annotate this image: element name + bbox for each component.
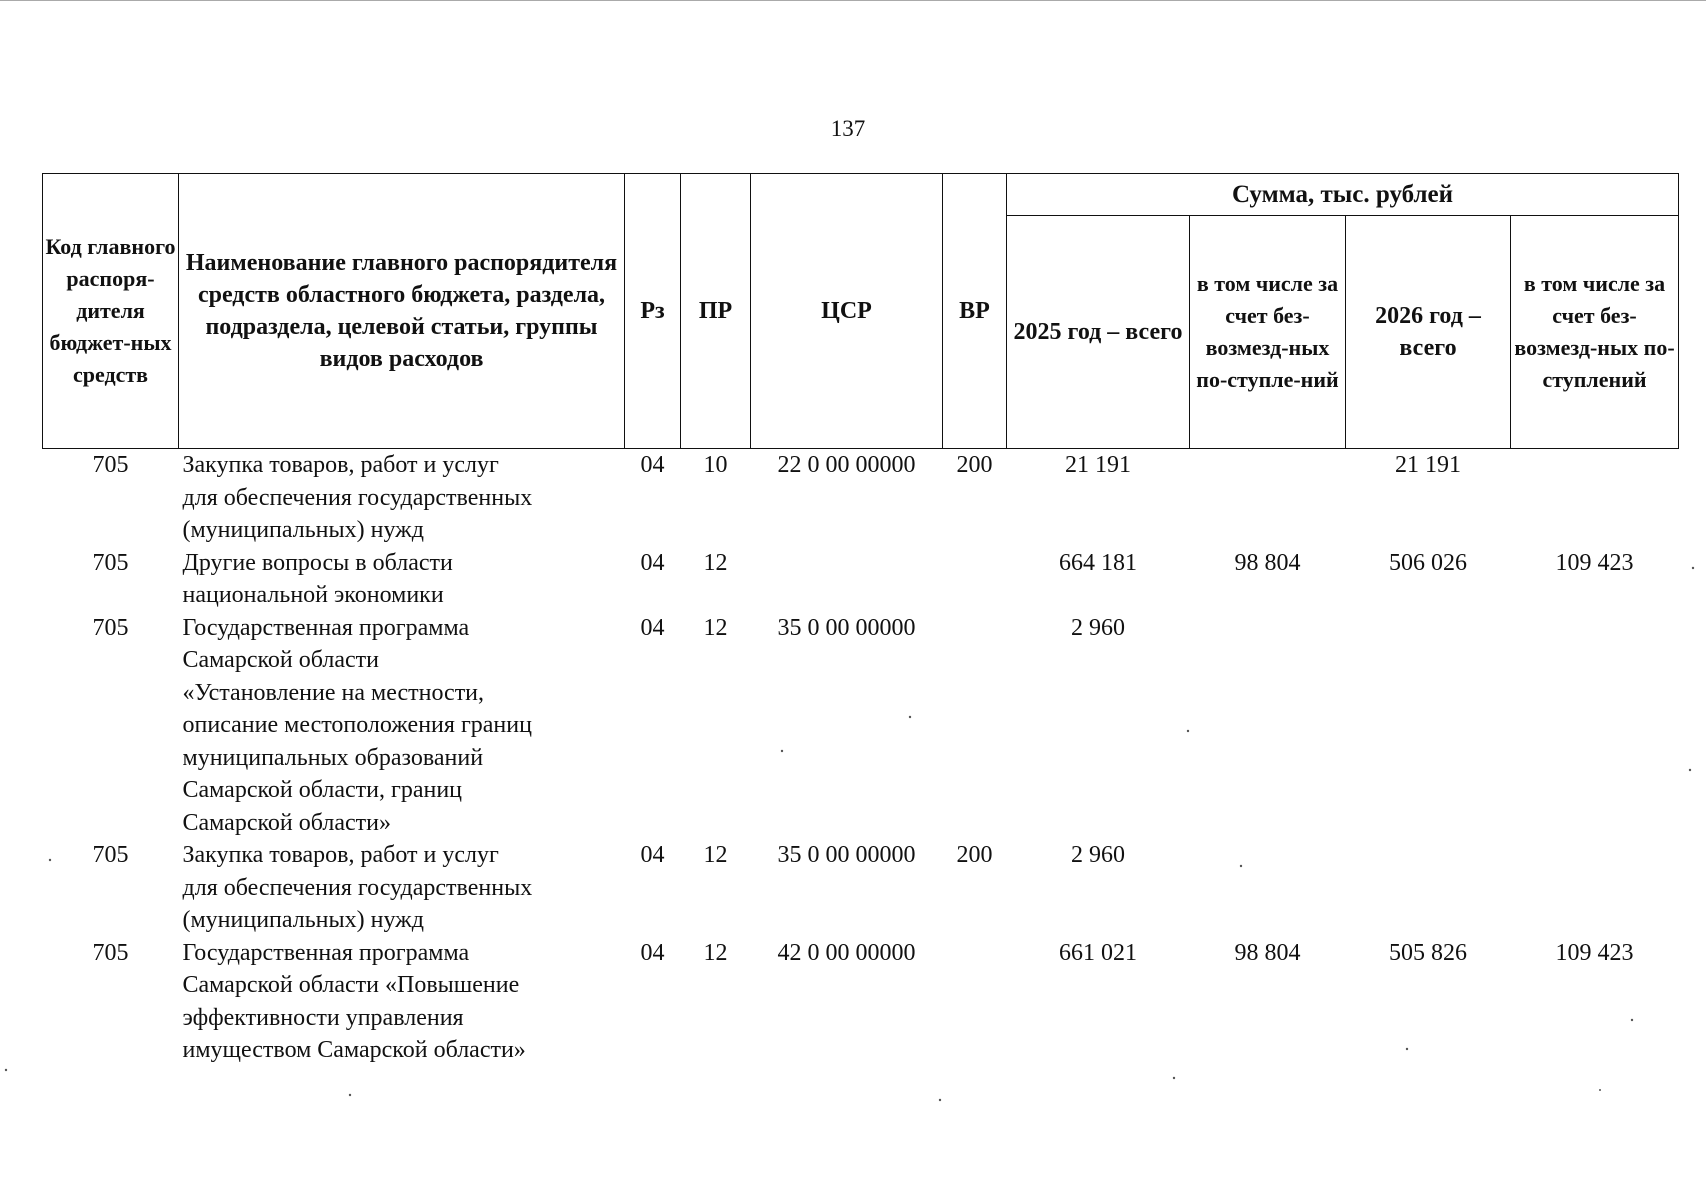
name-line: эффективности управления xyxy=(182,1004,464,1031)
name-line: национальной экономики xyxy=(182,582,444,608)
cell-2026-total xyxy=(1346,839,1511,937)
cell-csr: 35 0 00 00000 xyxy=(777,842,916,868)
header-name: Наименование главного распорядителя средств областного бюджета, раздела, подраздела, целевой статьи, группы видов расходов xyxy=(179,174,625,449)
budget-table xyxy=(42,173,1679,1067)
name-line: Самарской области «Повышение xyxy=(182,972,520,998)
cell-pr: 12 xyxy=(703,842,728,868)
table-row xyxy=(43,937,1679,1067)
cell-rz: 04 xyxy=(640,549,665,576)
name-line: Закупка товаров, работ и услуг xyxy=(182,452,499,478)
cell-2026-grant: 109 423 xyxy=(1555,939,1634,966)
name-line: описание местоположения границ xyxy=(182,712,532,738)
name-line: имуществом Самарской области» xyxy=(182,1037,526,1063)
header-vr: ВР xyxy=(943,174,1007,449)
name-line: Самарской области, границ xyxy=(182,777,463,803)
header-sum-group: Сумма, тыс. рублей xyxy=(1007,174,1679,216)
cell-pr: 10 xyxy=(703,452,728,478)
cell-code: 705 xyxy=(92,842,129,868)
cell-name xyxy=(179,547,625,612)
table-row xyxy=(43,547,1679,612)
cell-code: 705 xyxy=(92,549,129,576)
header-pr: ПР xyxy=(681,174,751,449)
cell-2026-total xyxy=(1346,612,1511,840)
cell-2026-grant xyxy=(1511,612,1679,840)
cell-2025-total: 21 191 xyxy=(1065,452,1131,478)
cell-csr: 42 0 00 00000 xyxy=(777,939,916,966)
name-line: Самарской области» xyxy=(182,809,391,836)
header-2026-total: 2026 год – всего xyxy=(1346,216,1511,449)
cell-2026-total: 21 191 xyxy=(1395,452,1461,478)
cell-pr: 12 xyxy=(703,614,728,641)
cell-2025-total: 2 960 xyxy=(1071,842,1125,868)
header-code: Код главного распоря-дителя бюджет-ных средств xyxy=(43,174,179,449)
cell-code: 705 xyxy=(92,614,129,641)
name-line: «Установление на местности, xyxy=(182,679,485,706)
cell-2025-total: 2 960 xyxy=(1071,614,1125,641)
cell-2025-grant: 98 804 xyxy=(1234,939,1301,966)
name-line: Закупка товаров, работ и услуг xyxy=(182,842,499,868)
cell-name xyxy=(179,937,625,1067)
cell-2025-grant xyxy=(1190,449,1346,547)
cell-2025-total: 661 021 xyxy=(1059,939,1137,966)
table-header xyxy=(43,174,1679,449)
cell-vr: 200 xyxy=(956,842,993,868)
name-line: (муниципальных) нужд xyxy=(182,907,424,933)
cell-2025-grant xyxy=(1190,839,1346,937)
name-line: Государственная программа xyxy=(182,614,470,641)
header-rz: Рз xyxy=(625,174,681,449)
name-line: Государственная программа xyxy=(182,939,470,966)
name-line: Другие вопросы в области xyxy=(182,549,453,576)
header-2026-grant: в том числе за счет без-возмезд-ных по-ступлений xyxy=(1511,216,1679,449)
cell-2025-grant: 98 804 xyxy=(1234,549,1301,576)
table-row xyxy=(43,449,1679,547)
cell-2026-total: 505 826 xyxy=(1389,939,1467,966)
cell-2026-grant xyxy=(1511,449,1679,547)
header-2025-grant: в том числе за счет без-возмезд-ных по-ступле-ний xyxy=(1190,216,1346,449)
cell-2025-grant xyxy=(1190,612,1346,840)
cell-pr: 12 xyxy=(703,939,728,966)
table-row xyxy=(43,839,1679,937)
cell-2026-grant xyxy=(1511,839,1679,937)
cell-csr xyxy=(751,547,943,612)
cell-code: 705 xyxy=(92,939,129,966)
scan-top-border xyxy=(0,0,1706,1)
name-line: муниципальных образований xyxy=(182,744,484,771)
page-number: 137 xyxy=(830,116,866,141)
table-body xyxy=(43,449,1679,1067)
name-line: (муниципальных) нужд xyxy=(182,517,424,543)
cell-pr: 12 xyxy=(703,549,728,576)
cell-vr xyxy=(943,937,1007,1067)
cell-rz: 04 xyxy=(640,939,665,966)
cell-rz: 04 xyxy=(640,614,665,641)
cell-rz: 04 xyxy=(640,842,665,868)
cell-vr xyxy=(943,547,1007,612)
cell-name xyxy=(179,612,625,840)
name-line: Самарской области xyxy=(182,647,379,673)
name-line: для обеспечения государственных xyxy=(182,874,533,901)
header-csr: ЦСР xyxy=(751,174,943,449)
header-2025-total: 2025 год – всего xyxy=(1007,216,1190,449)
cell-2026-grant: 109 423 xyxy=(1555,549,1634,576)
cell-2025-total: 664 181 xyxy=(1059,549,1137,576)
cell-rz: 04 xyxy=(640,452,665,478)
cell-vr xyxy=(943,612,1007,840)
cell-code: 705 xyxy=(92,452,129,478)
table-row xyxy=(43,612,1679,840)
cell-name xyxy=(179,449,625,547)
cell-csr: 35 0 00 00000 xyxy=(777,614,916,641)
cell-csr: 22 0 00 00000 xyxy=(777,452,916,478)
name-line: для обеспечения государственных xyxy=(182,484,533,511)
cell-vr: 200 xyxy=(956,452,993,478)
cell-name xyxy=(179,839,625,937)
cell-2026-total: 506 026 xyxy=(1389,549,1467,576)
